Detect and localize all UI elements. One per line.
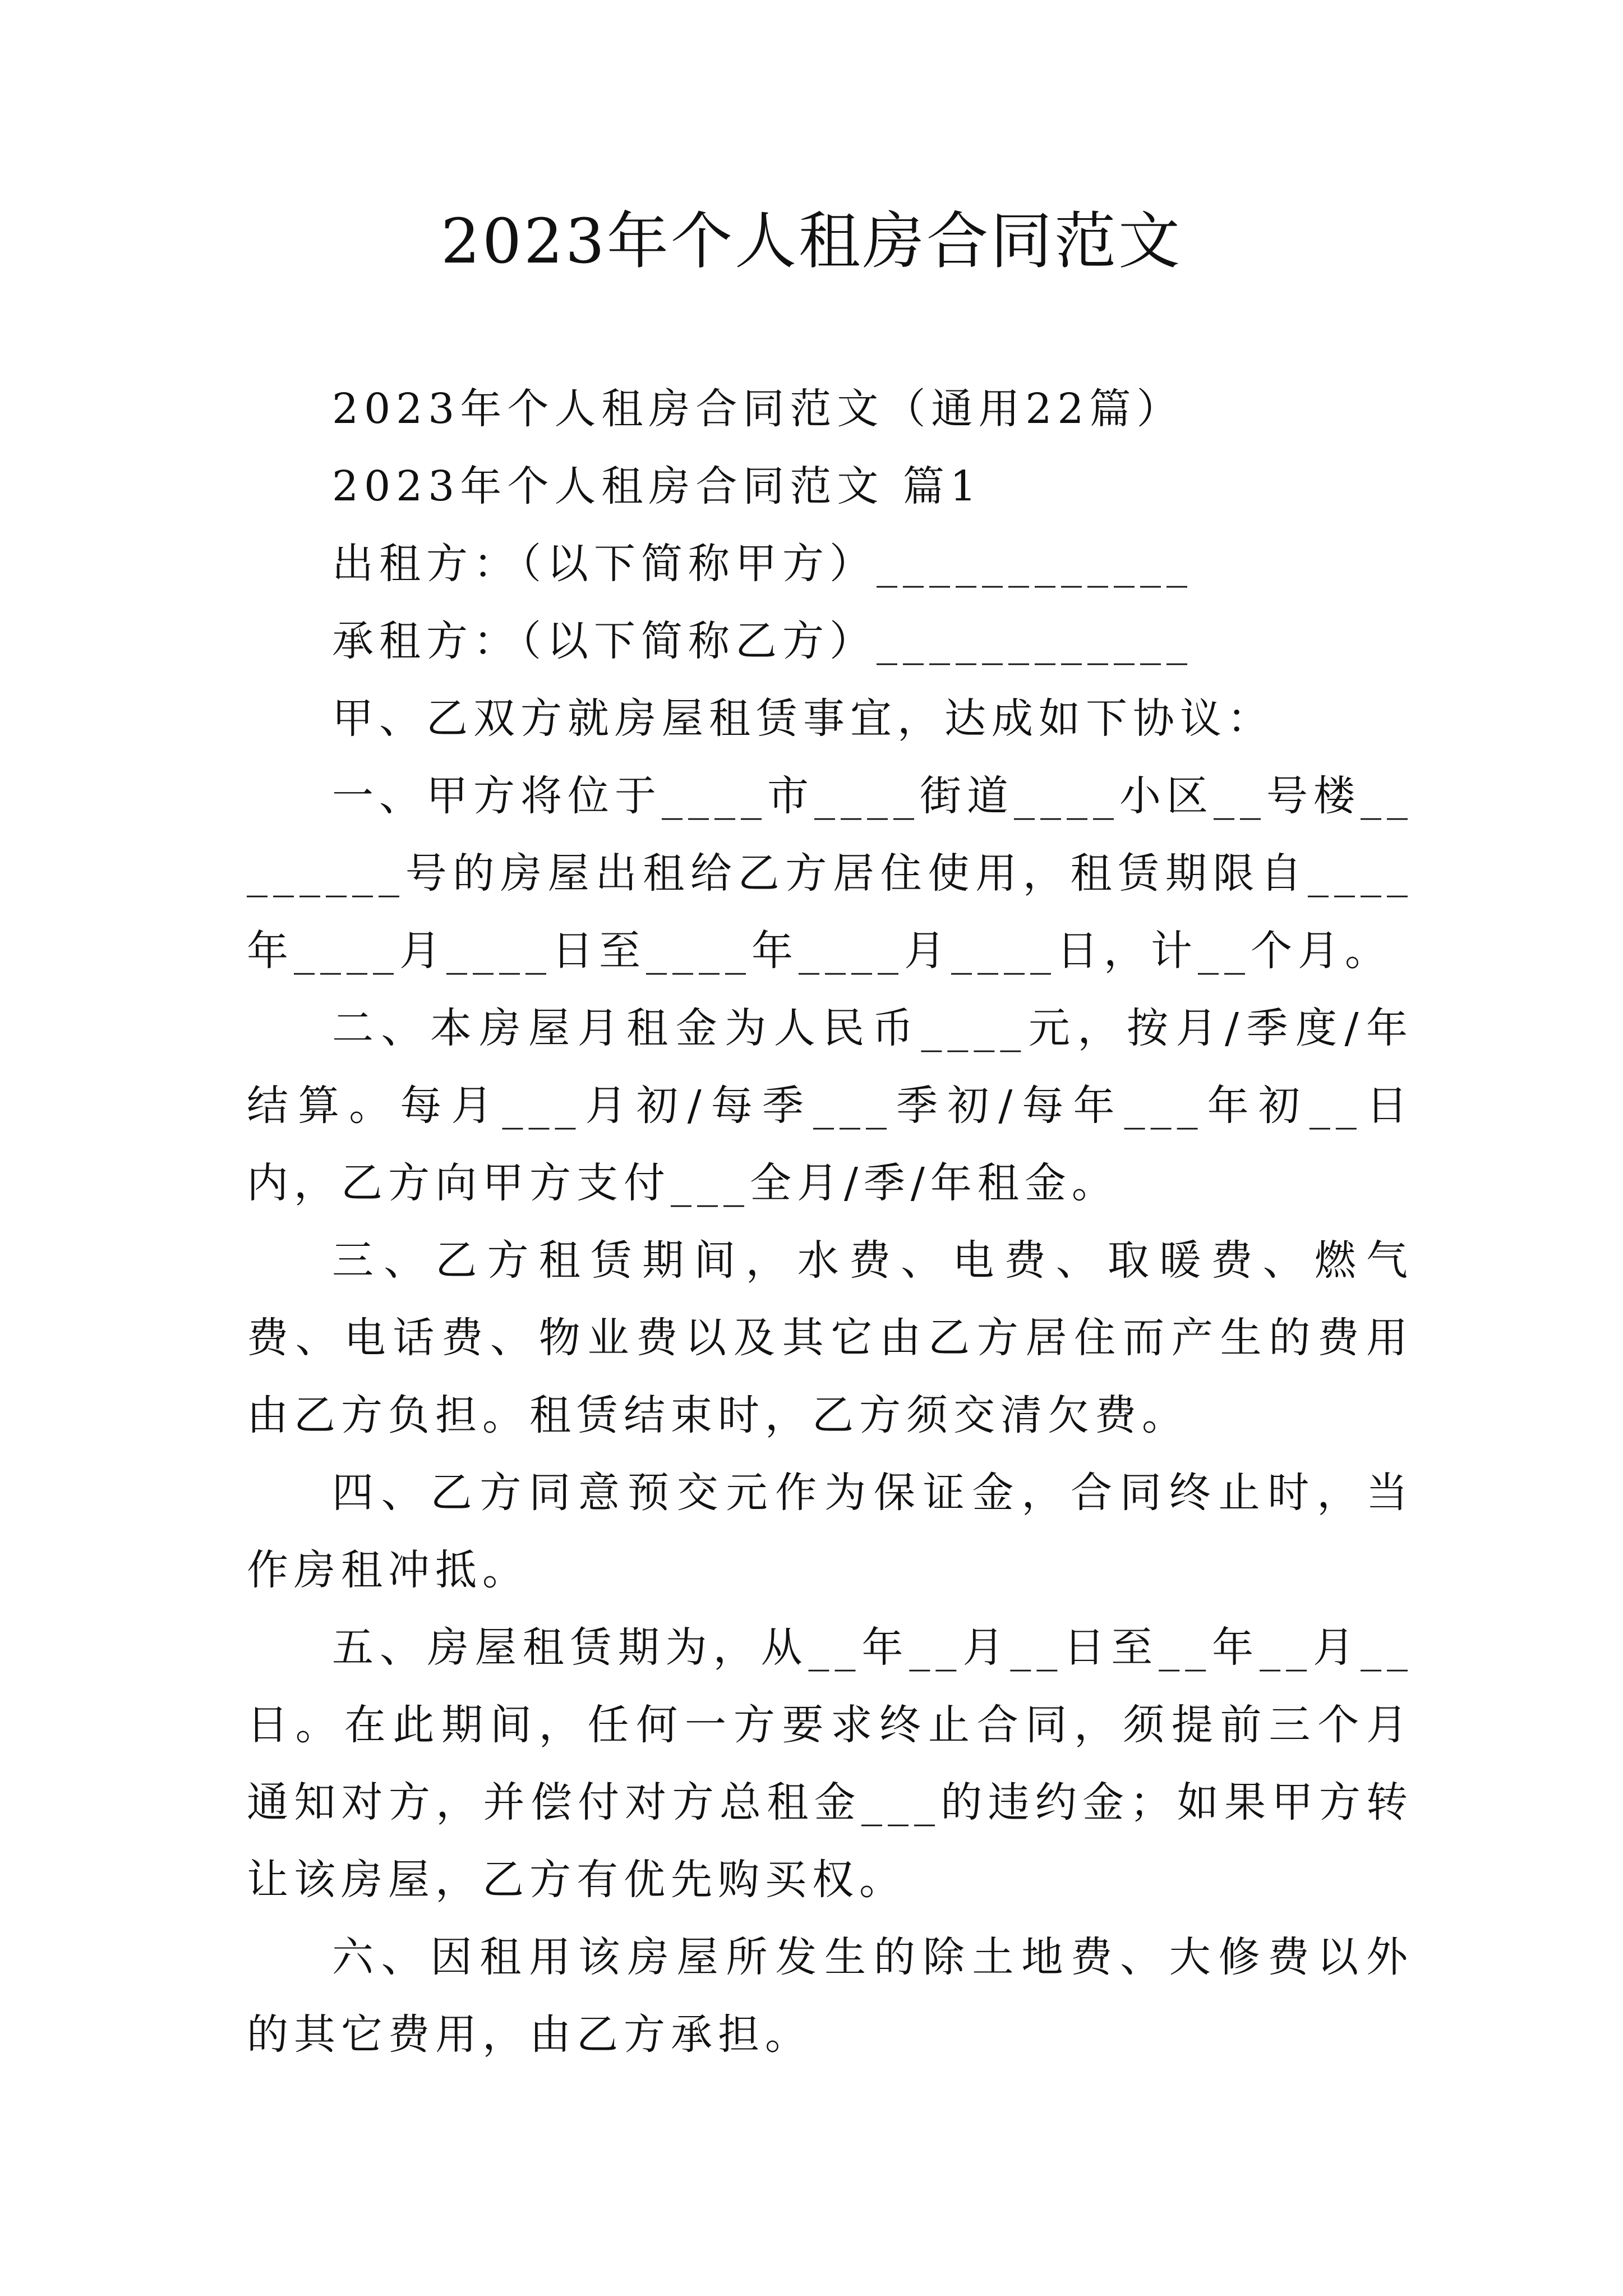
paragraph-clause-2: 二、本房屋月租金为人民币____元，按月/季度/年结算。每月___月初/每季___季初/每年___年初__日内，乙方向甲方支付___全月/季/年租金。: [247, 1004, 1413, 1207]
paragraph-clause-1: 一、甲方将位于____市____街道____小区__号楼________号的房屋出租给乙方居住使用，租赁期限自____年____月____日至____年____月____日，计__个月。: [247, 772, 1413, 975]
document-body: [247, 370, 1413, 2073]
paragraph-clause-4: 四、乙方同意预交元作为保证金，合同终止时，当作房租冲抵。: [247, 1469, 1413, 1594]
paragraph-lessee: 承租方：（以下简称乙方）____________: [332, 617, 1193, 665]
paragraph-clause-3: 三、乙方租赁期间，水费、电费、取暖费、燃气费、电话费、物业费以及其它由乙方居住而产生的费用由乙方负担。租赁结束时，乙方须交清欠费。: [247, 1236, 1413, 1439]
paragraph-agreement-intro: 甲、乙双方就房屋租赁事宜，达成如下协议：: [332, 694, 1274, 743]
paragraph-clause-6: 六、因租用该房屋所发生的除土地费、大修费以外的其它费用，由乙方承担。: [247, 1933, 1413, 2059]
paragraph-subtitle: 2023年个人租房合同范文（通用22篇）: [332, 385, 1184, 433]
document-title: 2023年个人租房合同范文: [441, 205, 1182, 277]
paragraph-lessor: 出租方：（以下简称甲方）____________: [332, 540, 1193, 588]
paragraph-clause-5: 五、房屋租赁期为，从__年__月__日至__年__月__日。在此期间，任何一方要求终止合同，须提前三个月通知对方，并偿付对方总租金___的违约金；如果甲方转让该房屋，乙方有优先购买权。: [247, 1623, 1413, 1904]
paragraph-section-heading: 2023年个人租房合同范文 篇1: [332, 462, 982, 510]
